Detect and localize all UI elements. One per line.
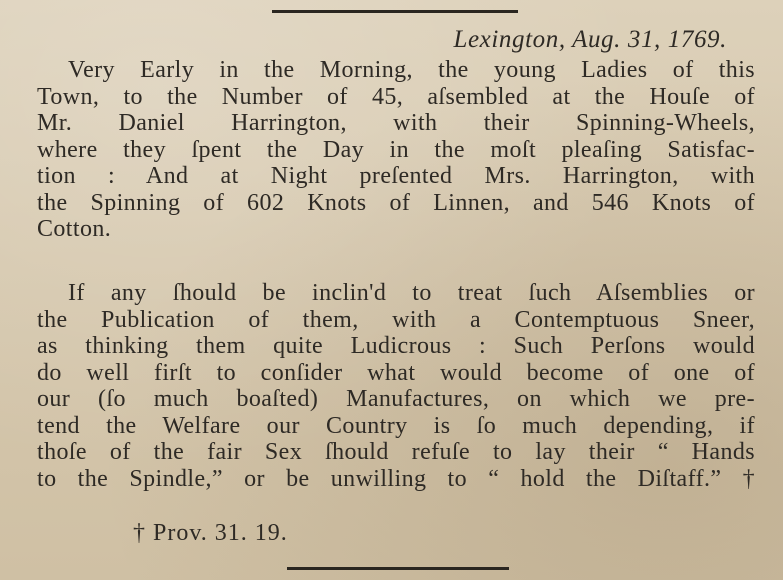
paragraph-spinning-bee	[37, 57, 755, 243]
paragraph-line: tend the Welfare our Country is ſo much depending, if	[37, 412, 755, 439]
paragraph-commentary	[37, 280, 755, 492]
paragraph-line: Cotton.	[37, 216, 112, 242]
top-rule	[272, 10, 518, 13]
paragraph-line: the Spinning of 602 Knots of Linnen, and 546 Knots of	[37, 189, 755, 216]
paragraph-line: as thinking them quite Ludicrous : Such Perſons would	[37, 333, 755, 359]
paragraph-line: do well firſt to conſider what would become of one of	[37, 359, 755, 386]
dateline: Lexington, Aug. 31, 1769.	[453, 26, 727, 53]
paragraph-line: tion : And at Night preſented Mrs. Harrington, with	[37, 163, 755, 189]
paragraph-line: Mr. Daniel Harrington, with their Spinning-Wheels,	[37, 110, 755, 136]
scripture-citation: † Prov. 31. 19.	[133, 520, 288, 546]
paragraph-line: where they ſpent the Day in the moſt pleaſing Satisfac-	[37, 136, 755, 163]
paragraph-line: our (ſo much boaſted) Manufactures, on which we pre-	[37, 386, 755, 412]
paragraph-line: thoſe of the fair Sex ſhould refuſe to lay their “ Hands	[37, 439, 755, 465]
bottom-rule	[287, 567, 509, 570]
paragraph-line: Town, to the Number of 45, aſsembled at the Houſe of	[37, 83, 755, 110]
paragraph-line: Very Early in the Morning, the young Ladies of this	[68, 57, 755, 83]
paragraph-line: the Publication of them, with a Contemptuous Sneer,	[37, 306, 755, 333]
paragraph-line: If any ſhould be inclin'd to treat ſuch Aſsemblies or	[68, 280, 755, 306]
paragraph-line: to the Spindle,” or be unwilling to “ hold the Diſtaff.” †	[37, 465, 755, 492]
